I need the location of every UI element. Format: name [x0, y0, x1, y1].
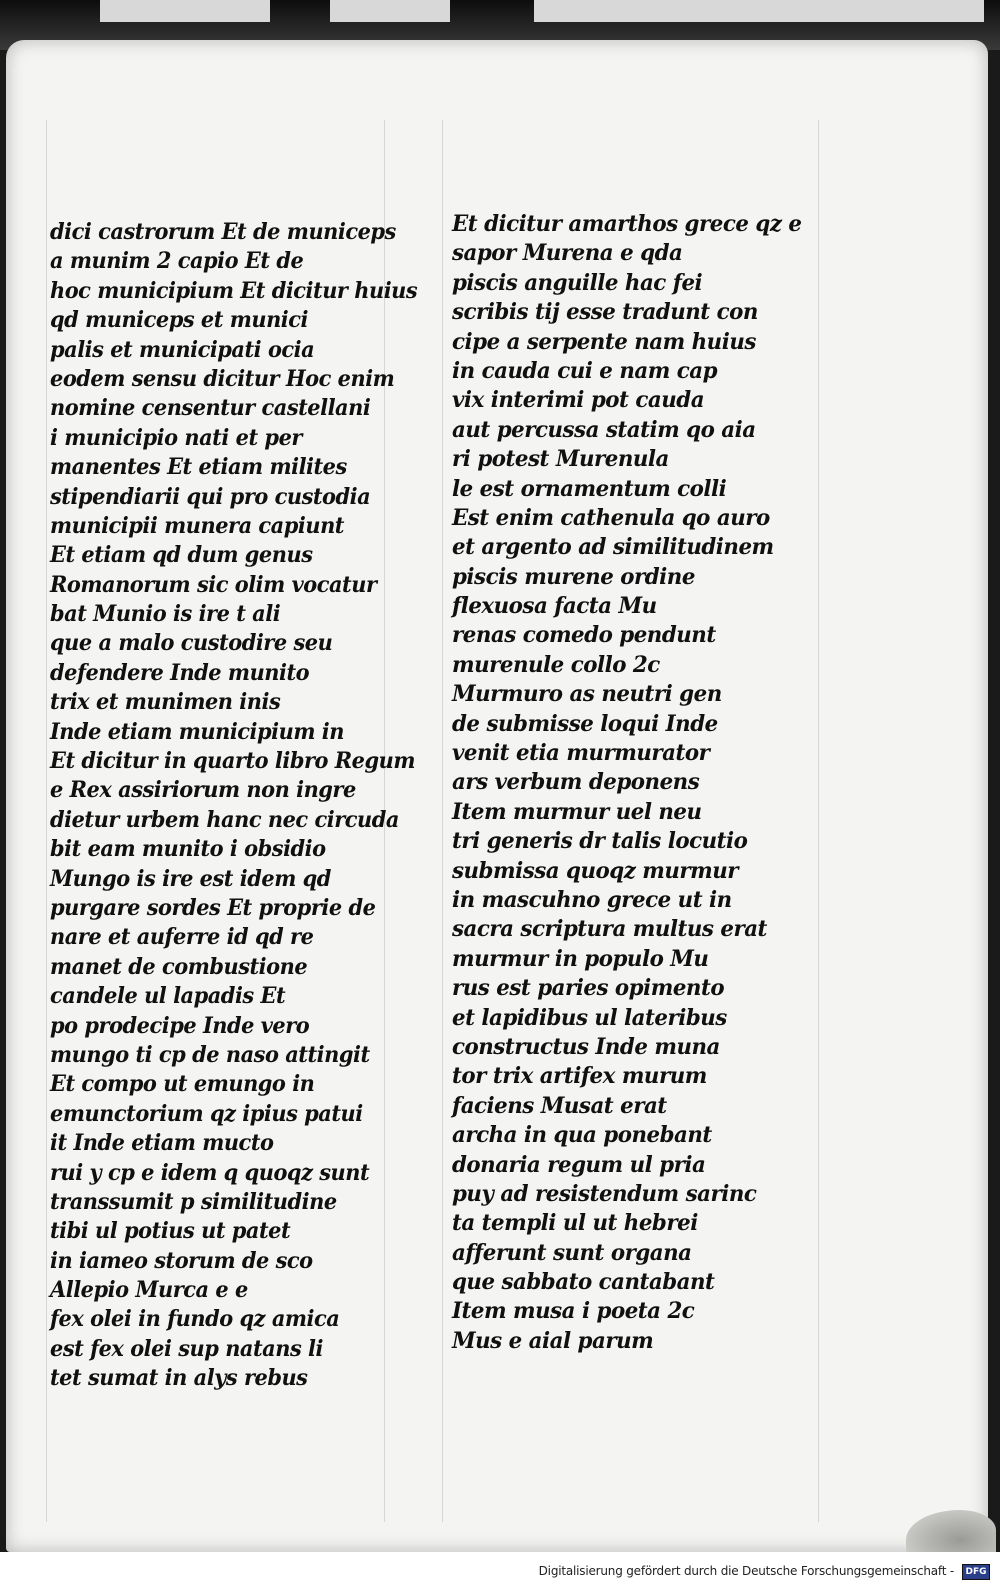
- manuscript-line: nare et auferre id qd re: [50, 924, 314, 951]
- manuscript-line: afferunt sunt organa: [452, 1239, 692, 1266]
- manuscript-line: e Rex assiriorum non ingre: [50, 777, 356, 804]
- manuscript-line: hoc municipium Et dicitur huius: [50, 277, 418, 304]
- manuscript-line: ars verbum deponens: [452, 769, 700, 796]
- left-text-column: [50, 218, 418, 1394]
- manuscript-line: Romanorum sic olim vocatur: [50, 571, 377, 598]
- funding-credit-text: Digitalisierung gefördert durch die Deutsche Forschungsgemeinschaft -: [538, 1564, 954, 1578]
- manuscript-page: [6, 40, 988, 1552]
- manuscript-line: de submisse loqui Inde: [452, 710, 718, 737]
- manuscript-line: tor trix artifex murum: [452, 1063, 707, 1090]
- dfg-logo: DFG: [962, 1564, 990, 1580]
- manuscript-line: eodem sensu dicitur Hoc enim: [50, 365, 395, 392]
- manuscript-line: tri generis dr talis locutio: [452, 828, 748, 855]
- manuscript-line: puy ad resistendum sarinc: [452, 1180, 757, 1207]
- manuscript-line: Et dicitur in quarto libro Regum: [50, 748, 415, 775]
- ruling-line: [46, 120, 47, 1522]
- scan-edge-highlight: [534, 0, 984, 22]
- manuscript-line: palis et municipati ocia: [50, 336, 315, 363]
- manuscript-line: candele ul lapadis Et: [50, 983, 286, 1010]
- manuscript-line: transsumit p similitudine: [50, 1188, 337, 1215]
- manuscript-line: que sabbato cantabant: [452, 1269, 715, 1296]
- manuscript-line: dietur urbem hanc nec circuda: [50, 806, 399, 833]
- manuscript-line: flexuosa facta Mu: [452, 593, 657, 620]
- manuscript-line: est fex olei sup natans li: [50, 1335, 323, 1362]
- manuscript-line: defendere Inde munito: [50, 659, 310, 686]
- manuscript-line: purgare sordes Et proprie de: [50, 894, 376, 921]
- manuscript-line: dici castrorum Et de municeps: [50, 219, 396, 245]
- manuscript-line: que a malo custodire seu: [50, 630, 333, 657]
- manuscript-line: mungo ti cp de naso attingit: [50, 1041, 370, 1068]
- manuscript-line: i municipio nati et per: [50, 424, 302, 451]
- ruling-line: [442, 120, 443, 1522]
- manuscript-line: sapor Murena e qda: [452, 240, 683, 267]
- manuscript-line: in cauda cui e nam cap: [452, 357, 718, 384]
- manuscript-line: Et etiam qd dum genus: [50, 542, 313, 569]
- manuscript-line: ri potest Murenula: [452, 446, 669, 473]
- manuscript-line: trix et munimen inis: [50, 689, 281, 716]
- manuscript-line: faciens Musat erat: [452, 1092, 667, 1119]
- manuscript-line: rui y cp e idem q quoqz sunt: [50, 1159, 370, 1186]
- manuscript-line: Inde etiam municipium in: [50, 718, 344, 745]
- right-text-column: [452, 210, 842, 1356]
- manuscript-line: stipendiarii qui pro custodia: [50, 483, 371, 510]
- manuscript-line: in mascuhno grece ut in: [452, 886, 732, 913]
- manuscript-line: et argento ad similitudinem: [452, 534, 774, 561]
- manuscript-line: Est enim cathenula qo auro: [452, 504, 770, 531]
- manuscript-line: Et compo ut emungo in: [50, 1071, 315, 1098]
- manuscript-line: manentes Et etiam milites: [50, 454, 347, 481]
- manuscript-line: fex olei in fundo qz amica: [50, 1306, 340, 1333]
- manuscript-line: qd municeps et munici: [50, 307, 308, 334]
- manuscript-line: le est ornamentum colli: [452, 475, 727, 502]
- manuscript-line: scribis tij esse tradunt con: [452, 299, 758, 326]
- manuscript-line: Mus e aial parum: [452, 1327, 654, 1354]
- manuscript-line: po prodecipe Inde vero: [50, 1012, 310, 1039]
- manuscript-line: bit eam munito i obsidio: [50, 836, 326, 863]
- manuscript-line: et lapidibus ul lateribus: [452, 1004, 727, 1031]
- manuscript-line: Mungo is ire est idem qd: [50, 865, 331, 892]
- manuscript-line: emunctorium qz ipius patui: [50, 1100, 363, 1127]
- manuscript-line: rus est paries opimento: [452, 975, 725, 1002]
- manuscript-line: nomine censentur castellani: [50, 395, 371, 422]
- scan-edge-highlight: [100, 0, 270, 22]
- manuscript-line: venit etia murmurator: [452, 740, 710, 767]
- manuscript-line: cipe a serpente nam huius: [452, 328, 756, 355]
- manuscript-line: ta templi ul ut hebrei: [452, 1210, 698, 1237]
- manuscript-line: piscis anguille hac fei: [452, 269, 703, 296]
- manuscript-line: it Inde etiam mucto: [50, 1130, 274, 1157]
- manuscript-line: constructus Inde muna: [452, 1033, 720, 1060]
- manuscript-line: renas comedo pendunt: [452, 622, 716, 649]
- manuscript-line: sacra scriptura multus erat: [452, 916, 767, 943]
- manuscript-line: bat Munio is ire t ali: [50, 601, 281, 628]
- manuscript-line: submissa quoqz murmur: [452, 857, 739, 884]
- manuscript-line: archa in qua ponebant: [452, 1122, 712, 1149]
- manuscript-line: Item murmur uel neu: [452, 798, 702, 825]
- scan-edge-highlight: [330, 0, 450, 22]
- manuscript-line: Et dicitur amarthos grece qz e: [452, 211, 802, 237]
- manuscript-line: donaria regum ul pria: [452, 1151, 706, 1178]
- manuscript-line: piscis murene ordine: [452, 563, 695, 590]
- digitization-footer: [0, 1552, 1000, 1588]
- manuscript-line: tet sumat in alys rebus: [50, 1365, 308, 1392]
- manuscript-line: vix interimi pot cauda: [452, 387, 705, 414]
- manuscript-line: in iameo storum de sco: [50, 1247, 313, 1274]
- manuscript-line: Item musa i poeta 2c: [452, 1298, 695, 1325]
- manuscript-line: murmur in populo Mu: [452, 945, 709, 972]
- manuscript-line: aut percussa statim qo aia: [452, 416, 756, 443]
- manuscript-line: Murmuro as neutri gen: [452, 681, 722, 708]
- manuscript-line: a munim 2 capio Et de: [50, 248, 304, 275]
- manuscript-line: tibi ul potius ut patet: [50, 1218, 291, 1245]
- manuscript-line: municipii munera capiunt: [50, 512, 344, 539]
- manuscript-line: murenule collo 2c: [452, 651, 660, 678]
- manuscript-line: Allepio Murca e e: [50, 1277, 248, 1304]
- manuscript-line: manet de combustione: [50, 953, 308, 980]
